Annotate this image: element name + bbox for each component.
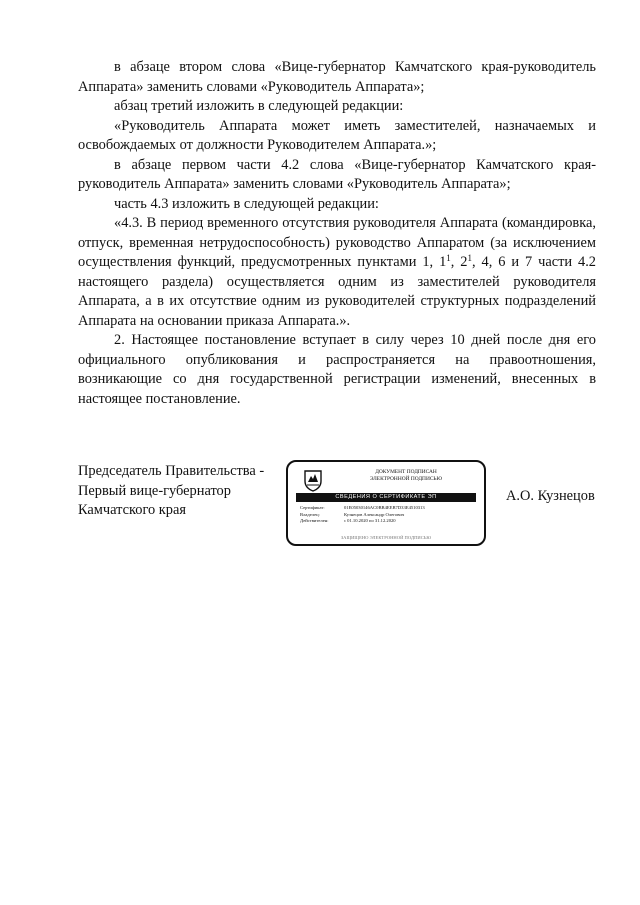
electronic-signature-stamp	[286, 460, 486, 546]
superscript-1: 1	[446, 253, 451, 263]
stamp-row-certificate	[300, 505, 425, 512]
stamp-title-line-2: ЭЛЕКТРОННОЙ ПОДПИСЬЮ	[369, 476, 443, 482]
stamp-title	[336, 469, 476, 483]
stamp-row-value: 01E05030146AC0BB4EEB7D33E4510313	[344, 505, 425, 510]
paragraph-3: «Руководитель Аппарата может иметь заместителей, назначаемых и освобождаемых от должности Руководителем Аппарата.»;	[78, 117, 596, 153]
stamp-row-key: Владелец:	[300, 511, 320, 517]
document-body	[78, 58, 596, 409]
superscript-2: 1	[467, 253, 472, 263]
stamp-row-value: Кузнецов Александр Олегович	[344, 511, 405, 517]
paragraph-4: в абзаце первом части 4.2 слова «Вице-губернатор Камчатского края-руководитель Аппарата» заменить словами «Руководитель Аппарата»;	[78, 156, 596, 192]
signer-position-line-2: Первый вице-губернатор	[78, 482, 231, 499]
paragraph-6-part-b: , 2	[450, 254, 468, 270]
signer-name: А.О. Кузнецов	[506, 488, 595, 504]
signer-position-line-3: Камчатского края	[78, 502, 186, 518]
stamp-row-validity	[300, 518, 425, 525]
paragraph-1: в абзаце втором слова «Вице-губернатор Камчатского края-руководитель Аппарата» заменить словами «Руководитель Аппарата»;	[78, 59, 596, 95]
stamp-certificate-header: СВЕДЕНИЯ О СЕРТИФИКАТЕ ЭП	[296, 493, 476, 502]
stamp-certificate-details	[300, 505, 425, 525]
stamp-row-key: Действителен:	[300, 518, 329, 524]
paragraph-2: абзац третий изложить в следующей редакции:	[114, 98, 404, 114]
paragraph-7: 2. Настоящее постановление вступает в силу через 10 дней после дня его официального опубликования и распространяется на правоотношения, возникающие со дня государственной регистрации изменений, внесенных в настоящее постановление.	[78, 332, 596, 407]
paragraph-6-part-c: , 4, 6 и 7 части 4.2 настоящего раздела) осуществляется одним из заместителей руководителя Аппарата, а в их отсутствие одним из руководителей структурных подразделений Аппарата на основании приказа Аппарата.».	[78, 254, 596, 329]
stamp-row-key: Сертификат:	[300, 505, 325, 510]
coat-of-arms-icon	[303, 468, 323, 492]
paragraph-6	[78, 214, 596, 331]
stamp-title-line-1: ДОКУМЕНТ ПОДПИСАН	[375, 469, 437, 475]
signer-position	[78, 462, 264, 521]
paragraph-5: часть 4.3 изложить в следующей редакции:	[114, 195, 379, 212]
paragraph-6-part-a: «4.3. В период временного отсутствия руководителя Аппарата (командировка, отпуск, временная нетрудоспособность) руководство Аппаратом (за исключением осуществления функций, предусмотренных пунктами 1, 1	[78, 215, 596, 270]
signer-position-line-1: Председатель Правительства -	[78, 463, 265, 479]
stamp-footer: ЗАЩИЩЕНО ЭЛЕКТРОННОЙ ПОДПИСЬЮ	[340, 535, 432, 540]
stamp-row-value: с 01.10.2020 по 31.12.2020	[344, 518, 396, 524]
stamp-row-owner	[300, 512, 425, 519]
